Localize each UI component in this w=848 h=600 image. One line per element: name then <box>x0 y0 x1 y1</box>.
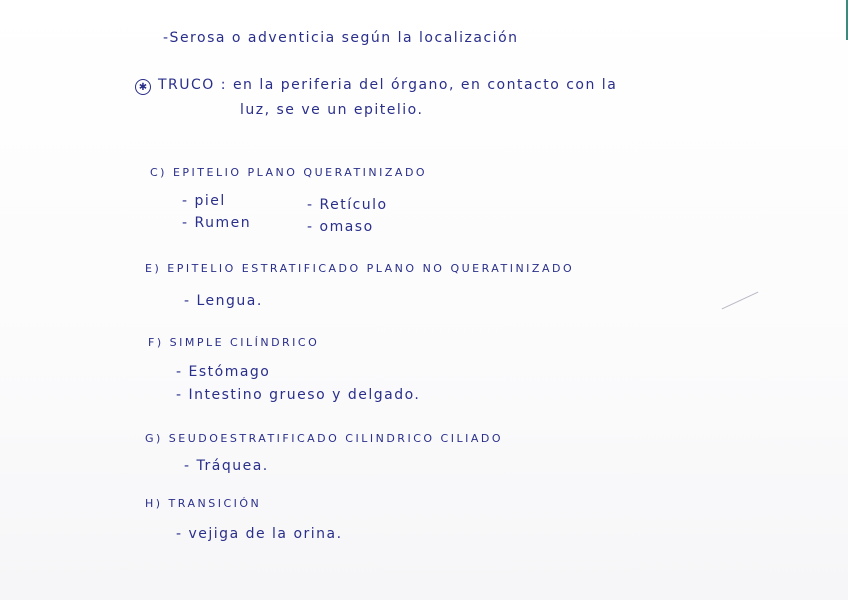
section-f-heading: F) SIMPLE CILÍNDRICO <box>148 336 320 349</box>
section-c-item-piel: - piel <box>182 193 226 209</box>
section-c-item-rumen: - Rumen <box>182 215 252 231</box>
section-h-heading: H) TRANSICIÓN <box>145 497 262 510</box>
section-g-heading: G) SEUDOESTRATIFICADO CILINDRICO CILIADO <box>145 432 503 445</box>
section-h-item-vejiga: - vejiga de la orina. <box>176 526 343 542</box>
section-e-item-lengua: - Lengua. <box>184 293 263 309</box>
section-c-heading: C) EPITELIO PLANO QUERATINIZADO <box>150 166 428 179</box>
section-c-item-omaso: - omaso <box>307 219 374 235</box>
truco-line-1: TRUCO : en la periferia del órgano, en contacto con la <box>158 77 618 93</box>
truco-line-2: luz, se ve un epitelio. <box>240 102 424 118</box>
section-f-item-estomago: - Estómago <box>176 364 271 380</box>
asterisk-circle-icon: ✱ <box>135 79 151 95</box>
section-e-heading: E) EPITELIO ESTRATIFICADO PLANO NO QUERATINIZADO <box>145 262 575 275</box>
section-f-item-intestino: - Intestino grueso y delgado. <box>176 387 421 403</box>
pencil-mark <box>722 292 759 310</box>
section-g-item-traquea: - Tráquea. <box>184 458 269 474</box>
serosa-line: -Serosa o adventicia según la localización <box>163 30 519 46</box>
section-c-item-reticulo: - Retículo <box>307 197 388 213</box>
